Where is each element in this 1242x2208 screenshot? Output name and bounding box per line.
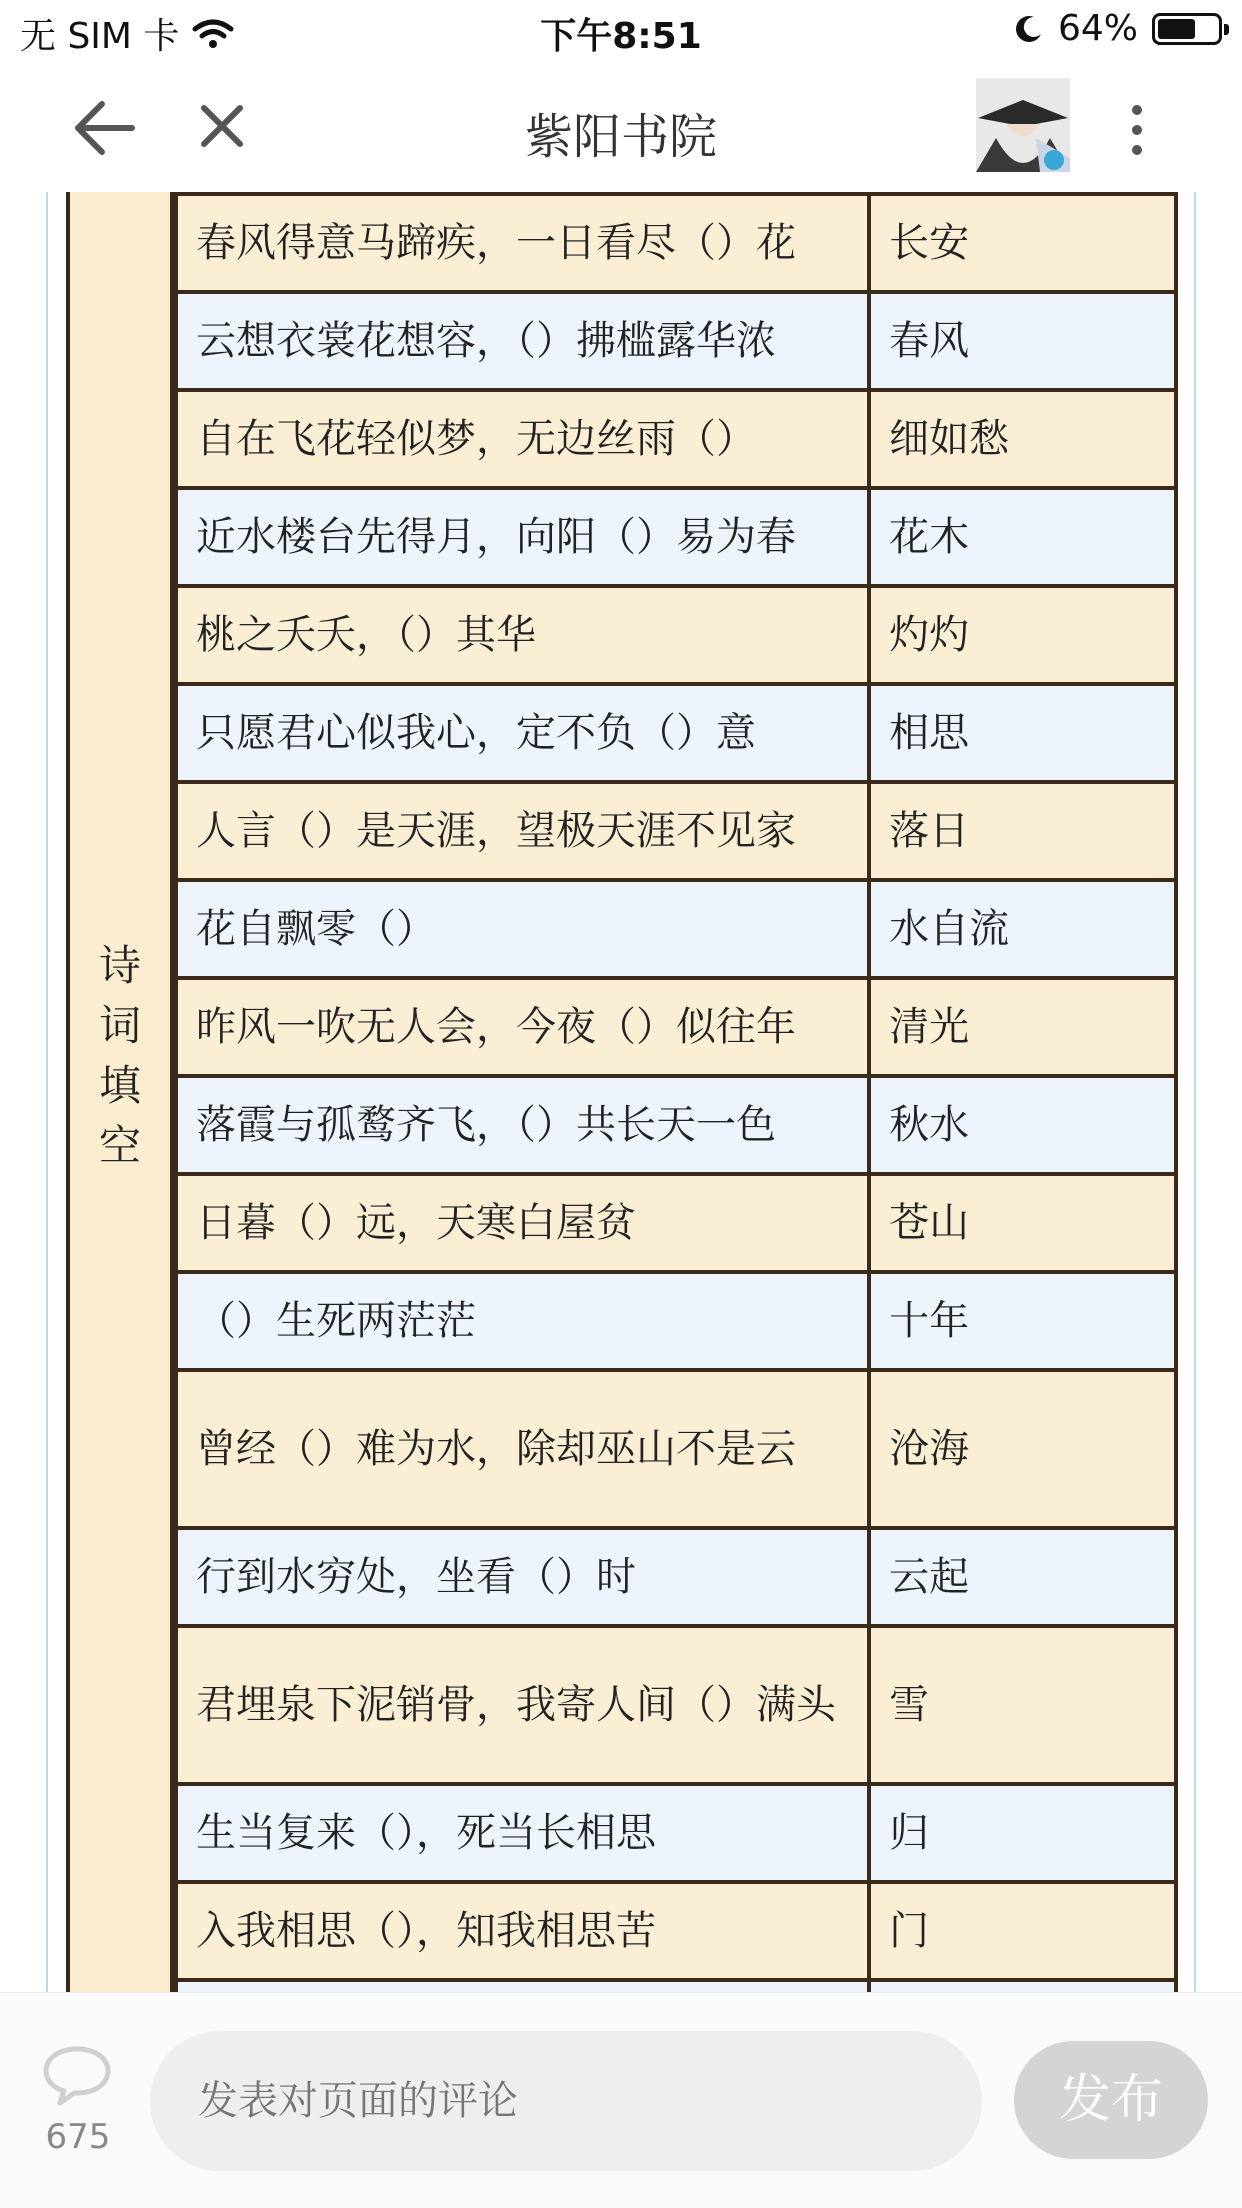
table-row	[176, 1626, 1176, 1784]
publish-button[interactable]: 发布	[1014, 2041, 1208, 2159]
question-cell: 昨风一吹无人会，今夜（）似往年	[176, 978, 869, 1076]
answer-cell: 雪	[869, 1626, 1176, 1784]
page-title: 紫阳书院	[524, 109, 717, 165]
category-label: 诗词填空	[98, 941, 141, 1170]
question-cell: 日暮（）远，天寒白屋贫	[176, 1174, 869, 1272]
question-cell: 自在飞花轻似梦，无边丝雨（）	[176, 390, 869, 488]
question-cell: 桃之夭夭，（）其华	[176, 586, 869, 684]
question-cell: 入我相思（），知我相思苦	[176, 1882, 869, 1980]
table-row	[176, 586, 1176, 684]
table-row	[176, 390, 1176, 488]
question-cell: 花自飘零（）	[176, 880, 869, 978]
question-cell: 君埋泉下泥销骨，我寄人间（）满头	[176, 1626, 869, 1784]
answer-cell: 春风	[869, 292, 1176, 390]
comment-bubble-icon[interactable]	[42, 2045, 112, 2107]
answer-cell: 清光	[869, 978, 1176, 1076]
answer-cell: 归	[869, 1784, 1176, 1882]
answer-cell: 相思	[869, 684, 1176, 782]
question-cell: 云想衣裳花想容，（）拂槛露华浓	[176, 292, 869, 390]
table-row	[176, 488, 1176, 586]
table-row	[176, 1272, 1176, 1370]
content-area[interactable]	[0, 192, 1242, 1992]
answer-cell: 云起	[869, 1528, 1176, 1626]
comment-count: 675	[45, 2117, 111, 2157]
table-row	[176, 1370, 1176, 1528]
status-bar	[0, 0, 1242, 62]
status-right	[1014, 8, 1222, 49]
table-row	[176, 880, 1176, 978]
question-cell: 曾经（）难为水，除却巫山不是云	[176, 1370, 869, 1528]
question-cell: 行到水穷处，坐看（）时	[176, 1528, 869, 1626]
table-row	[176, 782, 1176, 880]
answer-cell: 苍山	[869, 1174, 1176, 1272]
answer-cell: 长安	[869, 194, 1176, 292]
moon-icon	[1014, 14, 1044, 44]
table-row	[176, 684, 1176, 782]
question-cell: 近水楼台先得月，向阳（）易为春	[176, 488, 869, 586]
table-row	[176, 1784, 1176, 1882]
answer-cell: 花木	[869, 488, 1176, 586]
table-row	[176, 194, 1176, 292]
comment-bar	[0, 1992, 1242, 2208]
table-row	[176, 978, 1176, 1076]
answer-cell: 沧海	[869, 1370, 1176, 1528]
answer-cell: 细如愁	[869, 390, 1176, 488]
nav-bar	[0, 62, 1242, 192]
table-row	[176, 1076, 1176, 1174]
comment-input[interactable]	[150, 2031, 982, 2171]
status-time: 下午8:51	[540, 16, 702, 57]
answer-cell: 门	[869, 1882, 1176, 1980]
answer-cell: 秋水	[869, 1076, 1176, 1174]
answer-cell: 水自流	[869, 880, 1176, 978]
avatar-image	[976, 78, 1070, 172]
question-cell: 只愿君心似我心，定不负（）意	[176, 684, 869, 782]
question-cell: 落霞与孤鹜齐飞，（）共长天一色	[176, 1076, 869, 1174]
poem-table	[174, 192, 1178, 2080]
battery-percent: 64%	[1057, 8, 1138, 49]
answer-cell: 十年	[869, 1272, 1176, 1370]
table-row	[176, 1882, 1176, 1980]
table-row	[176, 1174, 1176, 1272]
question-cell: （）生死两茫茫	[176, 1272, 869, 1370]
answer-cell: 灼灼	[869, 586, 1176, 684]
avatar[interactable]	[976, 78, 1070, 172]
table-row	[176, 1528, 1176, 1626]
carrier-label: 无 SIM 卡	[20, 16, 180, 57]
question-cell: 生当复来（），死当长相思	[176, 1784, 869, 1882]
answer-cell: 落日	[869, 782, 1176, 880]
table-row	[176, 292, 1176, 390]
category-column	[66, 192, 174, 2092]
battery-icon	[1152, 13, 1222, 45]
battery-fill	[1158, 19, 1195, 39]
more-vertical-icon[interactable]	[1124, 102, 1150, 158]
question-cell: 春风得意马蹄疾，一日看尽（）花	[176, 194, 869, 292]
question-cell: 人言（）是天涯，望极天涯不见家	[176, 782, 869, 880]
